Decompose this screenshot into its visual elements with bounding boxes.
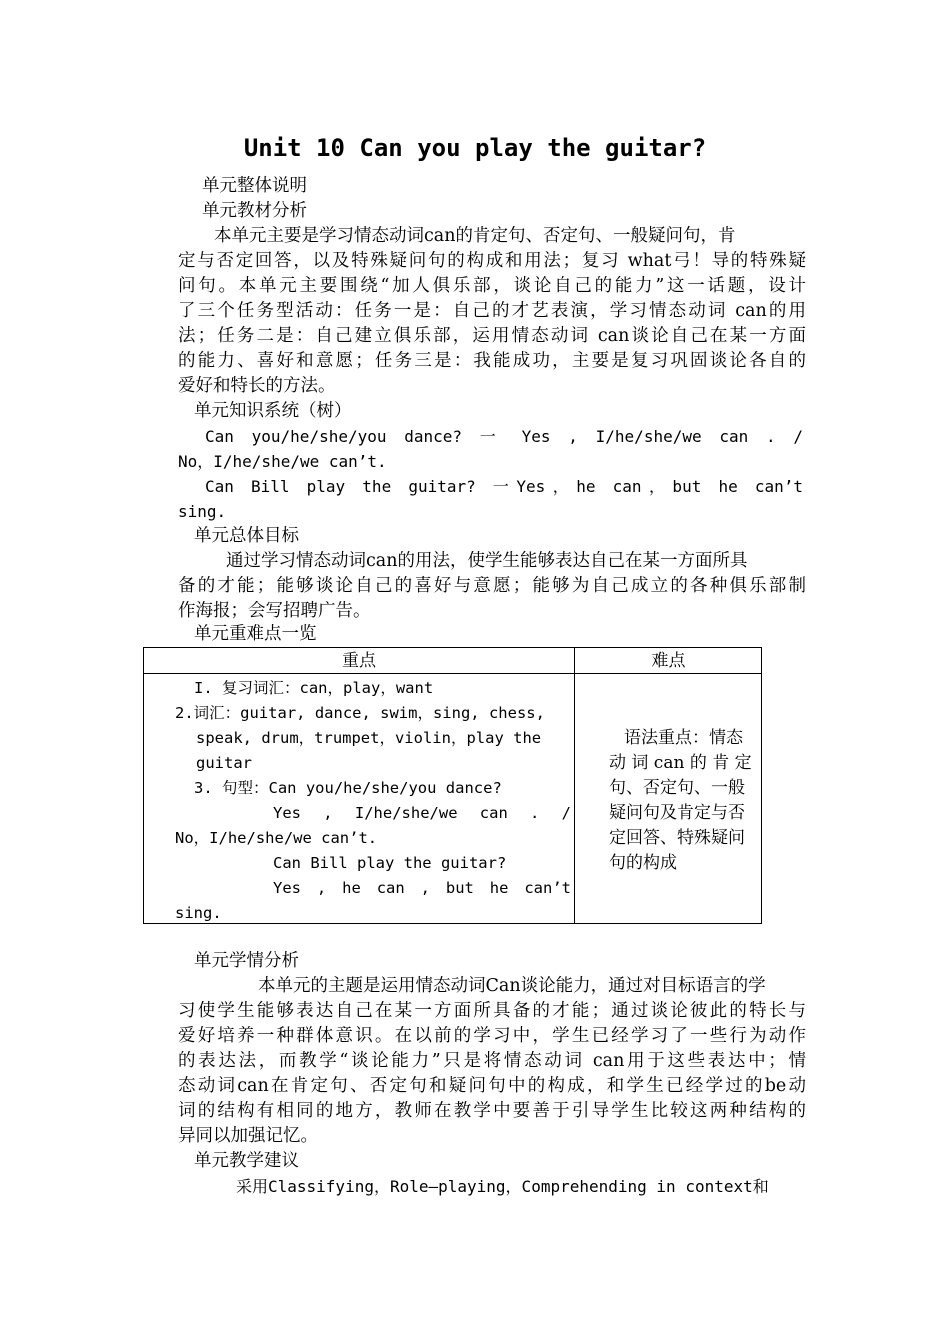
table-key-line: 3. 句型：Can you/he/she/you dance? — [194, 779, 502, 797]
table-header-difficult: 难点 — [651, 651, 686, 671]
analysis-line: 的能力、喜好和意愿；任务三是：我能成功，主要是复习巩固谈论各自的 — [178, 351, 806, 371]
goals-line: 作海报；会写招聘广告。 — [178, 601, 371, 621]
table-difficult-line: 句、否定句、一般 — [609, 778, 745, 798]
analysis-line: 法；任务二是：自己建立俱乐部，运用情态动词 can谈论自己在某一方面 — [178, 326, 806, 346]
table-difficult-line: 句的构成 — [609, 853, 677, 873]
heading-knowledge: 单元知识系统（树） — [194, 401, 352, 421]
table-difficult-line: 疑问句及肯定与否 — [609, 803, 745, 823]
table-key-line: Can Bill play the guitar? — [273, 854, 507, 872]
table-difficult-line: 动 词 can 的 肯 定 — [609, 753, 752, 773]
table-difficult-line: 定回答、特殊疑问 — [609, 828, 745, 848]
keypoints-table — [143, 647, 762, 924]
students-line: 词的结构有相同的地方，教师在教学中要善于引导学生比较这两种结构的 — [178, 1101, 806, 1121]
knowledge-line: Can you/he/she/you dance? 一 Yes , I/he/she/we can . / — [205, 427, 803, 446]
heading-suggestions: 单元教学建议 — [194, 1151, 299, 1171]
table-header-row — [144, 648, 761, 674]
heading-students: 单元学情分析 — [194, 951, 299, 971]
knowledge-line: Can Bill play the guitar? 一Yes，he can，but he can’t — [205, 477, 803, 496]
table-key-line: Yes , he can , but he can’t — [273, 879, 571, 897]
analysis-line: 爱好和特长的方法。 — [178, 376, 336, 396]
heading-overall: 单元整体说明 — [202, 176, 307, 196]
table-key-line: sing. — [175, 904, 222, 922]
table-key-line: speak, drum，trumpet，violin，play the — [196, 729, 542, 747]
table-key-line: guitar — [196, 754, 252, 772]
goals-line: 通过学习情态动词can的用法，使学生能够表达自己在某一方面所具 — [226, 551, 748, 571]
heading-goals: 单元总体目标 — [194, 526, 299, 546]
table-difficult-line: 语法重点：情态 — [624, 728, 743, 748]
page-title: Unit 10 Can you play the guitar? — [243, 134, 707, 162]
analysis-line: 本单元主要是学习情态动词can的肯定句、否定句、一般疑问句，肯 — [214, 226, 736, 246]
students-line: 本单元的主题是运用情态动词Can谈论能力，通过对目标语言的学 — [258, 976, 766, 996]
students-line: 习使学生能够表达自己在某一方面所具备的才能；通过谈论彼此的特长与 — [178, 1001, 806, 1021]
goals-line: 备的才能；能够谈论自己的喜好与意愿；能够为自己成立的各种俱乐部制 — [178, 576, 806, 596]
suggestions-line: 采用Classifying，Role—playing，Comprehending in context和 — [236, 1177, 769, 1196]
analysis-line: 定与否定回答，以及特殊疑问句的构成和用法；复习 what弓！导的特殊疑 — [178, 251, 806, 271]
heading-keypoints: 单元重难点一览 — [194, 624, 317, 644]
heading-analysis: 单元教材分析 — [202, 201, 307, 221]
table-key-line: No，I/he/she/we can’t. — [175, 829, 378, 847]
students-line: 异同以加强记忆。 — [178, 1126, 318, 1146]
students-line: 态动词can在肯定句、否定句和疑问句中的构成，和学生已经学过的be动 — [178, 1076, 806, 1096]
table-header-key: 重点 — [342, 651, 376, 671]
table-divider — [574, 648, 575, 923]
analysis-line: 了三个任务型活动：任务一是：自己的才艺表演，学习情态动词 can的用 — [178, 301, 806, 321]
students-line: 爱好培养一种群体意识。在以前的学习中，学生已经学习了一些行为动作 — [178, 1026, 806, 1046]
knowledge-line: No，I/he/she/we can’t. — [178, 452, 387, 471]
table-key-line: 2.词汇：guitar, dance, swim，sing, chess, — [175, 704, 545, 722]
students-line: 的表达法，而教学“谈论能力”只是将情态动词 can用于这些表达中；情 — [178, 1051, 806, 1071]
table-key-line: Yes , I/he/she/we can . / — [273, 804, 571, 822]
knowledge-line: sing. — [178, 502, 227, 521]
analysis-line: 问句。本单元主要围绕“加人俱乐部，谈论自己的能力”这一话题，设计 — [178, 276, 806, 296]
table-key-line: I. 复习词汇：can，play，want — [194, 679, 434, 697]
